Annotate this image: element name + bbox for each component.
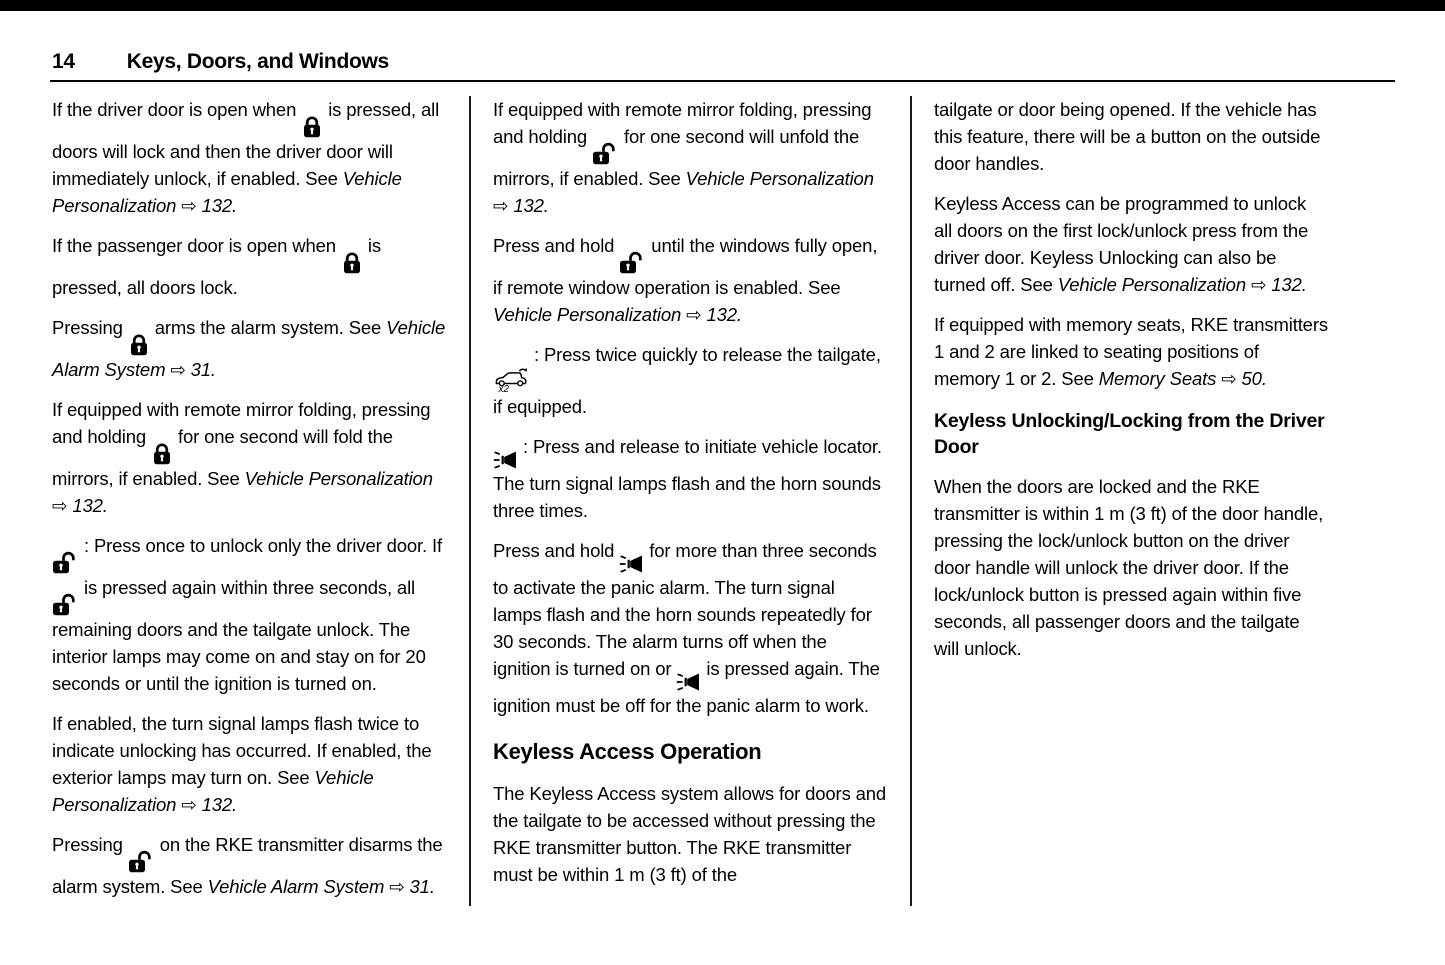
text-run: arms the alarm system. See xyxy=(149,317,387,338)
text-run: Keyless Unlocking/Locking from the Driver Door xyxy=(934,410,1325,458)
header-rule xyxy=(50,80,1395,82)
text-run: If the passenger door is open when xyxy=(52,235,341,256)
paragraph xyxy=(934,311,1329,392)
text-run: Vehicle Personalization ⇨ 132. xyxy=(493,168,874,216)
text-run: Press and hold xyxy=(493,540,620,561)
text-run: The Keyless Access system allows for doors and the tailgate to be accessed without pressing the RKE transmitter button. The RKE transmitter must be within 1 m (3 ft) of the xyxy=(493,783,887,885)
column-divider xyxy=(910,96,912,906)
content-columns xyxy=(52,96,1329,913)
text-run: is pressed, all doors lock. xyxy=(52,235,381,298)
paragraph xyxy=(934,190,1329,298)
text-run: Keyless Access Operation xyxy=(493,739,762,764)
text-run: Vehicle Personalization ⇨ 132. xyxy=(52,468,433,516)
paragraph xyxy=(52,710,447,818)
top-black-bar xyxy=(0,0,1445,11)
text-run: : Press and release to initiate vehicle locator. The turn signal lamps flash and the horn sounds three times. xyxy=(493,436,882,521)
text-run: Press and hold xyxy=(493,235,620,256)
paragraph xyxy=(493,232,888,328)
text-run: : Press twice quickly to release the tailgate, if equipped. xyxy=(493,344,881,417)
unlock-icon xyxy=(52,593,79,616)
section-heading xyxy=(493,738,888,766)
text-run: Vehicle Personalization ⇨ 132. xyxy=(52,767,374,815)
chapter-title: Keys, Doors, and Windows xyxy=(126,50,389,73)
paragraph xyxy=(52,396,447,519)
text-run: If equipped with memory seats, RKE transmitters 1 and 2 are linked to seating positions of memory 1 or 2. See xyxy=(934,314,1328,389)
paragraph xyxy=(493,96,888,219)
text-run: Memory Seats ⇨ 50. xyxy=(1098,368,1267,389)
paragraph xyxy=(493,341,888,420)
paragraph xyxy=(493,537,888,719)
paragraph xyxy=(934,96,1329,177)
paragraph xyxy=(493,780,888,888)
text-run: for more than three seconds to activate the panic alarm. The turn signal lamps flash and the horn sounds repeatedly for 30 seconds. The alarm turns off when the ignition is turned on or xyxy=(493,540,877,679)
text-run: is pressed again within three seconds, all remaining doors and the tailgate unlock. The interior lamps may come on and stay on for 20 seconds or until the ignition is turned on. xyxy=(52,577,426,694)
unlock-icon xyxy=(592,142,619,165)
lock-icon xyxy=(128,333,150,356)
paragraph xyxy=(52,96,447,219)
lock-icon xyxy=(301,115,323,138)
horn-icon xyxy=(676,672,701,692)
section-heading xyxy=(934,408,1329,460)
paragraph xyxy=(493,433,888,524)
horn-icon xyxy=(619,554,644,574)
text-run: Vehicle Personalization ⇨ 132. xyxy=(1057,274,1307,295)
text-run: for one second will unfold the mirrors, if enabled. See xyxy=(493,126,860,189)
text-run: tailgate or door being opened. If the vehicle has this feature, there will be a button on the outside door handles. xyxy=(934,99,1321,174)
svg-text:x2: x2 xyxy=(498,384,509,393)
unlock-icon xyxy=(619,251,646,274)
page-number: 14 xyxy=(52,50,75,73)
text-run: If equipped with remote mirror folding, pressing and holding xyxy=(493,99,872,147)
page-header xyxy=(52,50,1393,74)
text-run: for one second will fold the mirrors, if enabled. See xyxy=(52,426,393,489)
column-2 xyxy=(493,96,888,901)
paragraph xyxy=(52,831,447,900)
paragraph xyxy=(52,532,447,697)
text-run: Pressing xyxy=(52,834,128,855)
text-run: If equipped with remote mirror folding, pressing and holding xyxy=(52,399,431,447)
paragraph xyxy=(934,473,1329,662)
tailgate-release-x2-icon xyxy=(493,366,529,393)
text-run: : Press once to unlock only the driver door. If xyxy=(79,535,442,556)
text-run: until the windows fully open, if remote window operation is enabled. See xyxy=(493,235,878,298)
text-run: is pressed again. The ignition must be off for the panic alarm to work. xyxy=(493,658,880,716)
text-run: Vehicle Alarm System ⇨ 31. xyxy=(52,317,446,380)
lock-icon xyxy=(151,442,173,465)
horn-icon xyxy=(493,450,518,470)
text-run: If the driver door is open when xyxy=(52,99,302,120)
text-run: If enabled, the turn signal lamps flash twice to indicate unlocking has occurred. If enabled, the exterior lamps may turn on. See xyxy=(52,713,432,788)
unlock-icon xyxy=(52,551,79,574)
paragraph xyxy=(52,232,447,301)
column-1 xyxy=(52,96,447,913)
column-3 xyxy=(934,96,1329,675)
text-run: Pressing xyxy=(52,317,128,338)
column-divider xyxy=(469,96,471,906)
text-run: on the RKE transmitter disarms the alarm system. See xyxy=(52,834,443,897)
paragraph xyxy=(52,314,447,383)
unlock-icon xyxy=(128,850,155,873)
text-run: Vehicle Personalization ⇨ 132. xyxy=(52,168,402,216)
lock-icon xyxy=(341,251,363,274)
text-run: When the doors are locked and the RKE transmitter is within 1 m (3 ft) of the door handle, pressing the lock/unlock button on the driver door handle will unlock the driver door. If the lock/unlock button is pressed again within five seconds, all passenger doors and the tailgate will unlock. xyxy=(934,476,1324,659)
text-run: is pressed, all doors will lock and then the driver door will immediately unlock, if enabled. See xyxy=(52,99,440,189)
text-run: Keyless Access can be programmed to unlock all doors on the first lock/unlock press from the driver door. Keyless Unlocking can also be turned off. See xyxy=(934,193,1309,295)
text-run: Vehicle Alarm System ⇨ 31. xyxy=(207,876,435,897)
text-run: Vehicle Personalization ⇨ 132. xyxy=(493,304,742,325)
